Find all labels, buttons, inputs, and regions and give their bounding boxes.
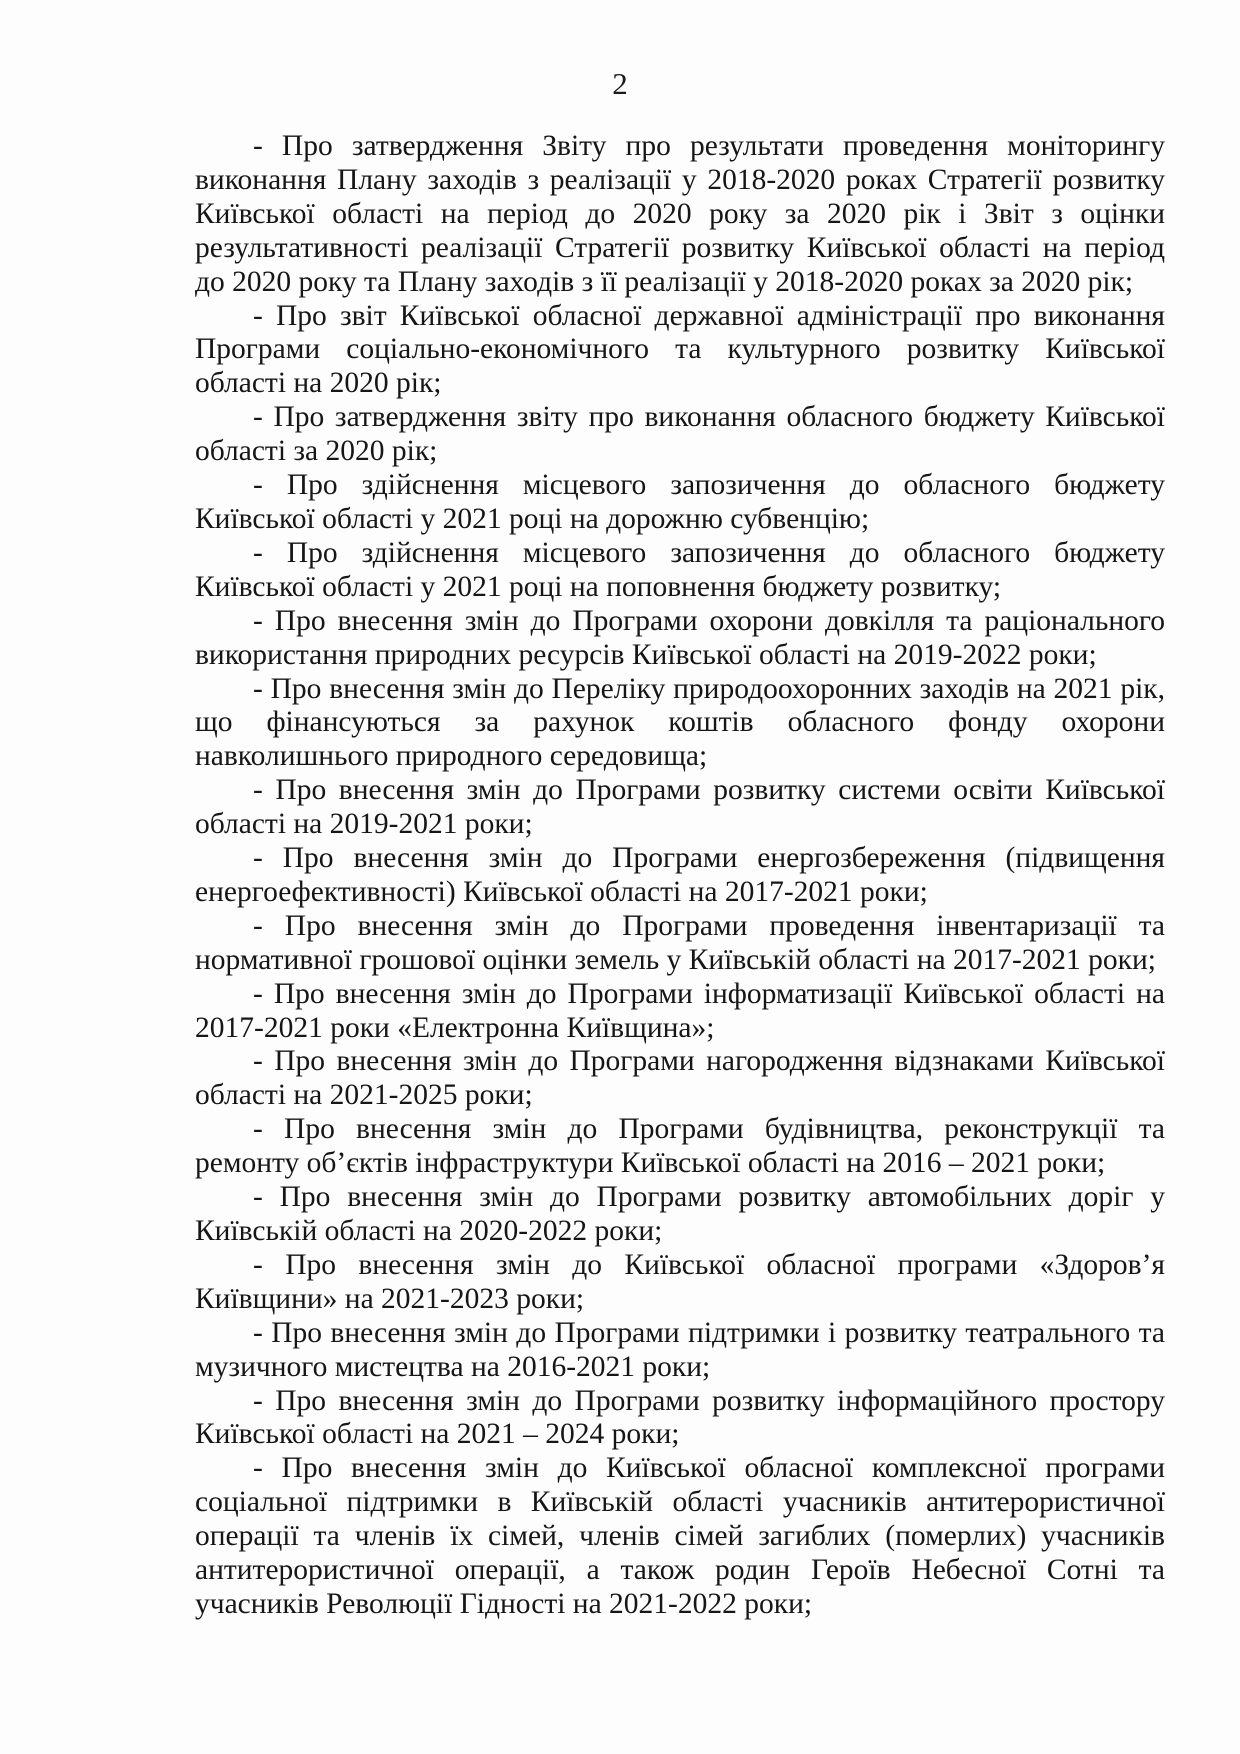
agenda-item: - Про внесення змін до Програми нагородження відзнаками Київської області на 2021-2025 роки; (195, 1045, 1165, 1112)
agenda-item: - Про внесення змін до Програми будівництва, реконструкції та ремонту об’єктів інфраструктури Київської області на 2016 – 2021 роки; (195, 1113, 1165, 1180)
agenda-item: - Про внесення змін до Переліку природоохоронних заходів на 2021 рік, що фінансуються за рахунок коштів обласного фонду охорони навколишнього природного середовища; (195, 672, 1165, 773)
page-number: 2 (612, 66, 628, 101)
agenda-item: - Про затвердження звіту про виконання обласного бюджету Київської області за 2020 рік; (195, 401, 1165, 468)
agenda-item: - Про внесення змін до Програми енергозбереження (підвищення енергоефективності) Київської області на 2017-2021 роки; (195, 842, 1165, 908)
agenda-item: - Про внесення змін до Програми розвитку системи освіти Київської області на 2019-2021 роки; (195, 774, 1165, 841)
agenda-item: - Про внесення змін до Програми розвитку інформаційного простору Київської області на 2021 – 2024 роки; (195, 1384, 1165, 1451)
agenda-item: - Про здійснення місцевого запозичення до обласного бюджету Київської області у 2021 році на дорожню субвенцію; (195, 469, 1165, 535)
agenda-item: - Про здійснення місцевого запозичення до обласного бюджету Київської області у 2021 році на поповнення бюджету розвитку; (195, 536, 1165, 603)
agenda-item: - Про внесення змін до Програми підтримки і розвитку театрального та музичного мистецтва на 2016-2021 роки; (195, 1316, 1165, 1383)
agenda-item: - Про внесення змін до Програми проведення інвентаризації та нормативної грошової оцінки земель у Київській області на 2017-2021 роки; (195, 909, 1165, 976)
agenda-item: - Про внесення змін до Програми розвитку автомобільних доріг у Київській області на 2020-2022 роки; (195, 1181, 1165, 1247)
agenda-item: - Про звіт Київської обласної державної адміністрації про виконання Програми соціально-економічного та культурного розвитку Київської області на 2020 рік; (195, 299, 1165, 400)
agenda-item: - Про затвердження Звіту про результати проведення моніторингу виконання Плану заходів з реалізації у 2018-2020 роках Стратегії розвитку Київської області на період до 2020 року за 2020 рік і Звіт з оцінки результативності реалізації Стратегії розвитку Київської області на період до 2020 року та Плану заходів з її реалізації у 2018-2020 роках за 2020 рік; (195, 130, 1165, 298)
agenda-item: - Про внесення змін до Київської обласної програми «Здоров’я Київщини» на 2021-2023 роки; (195, 1248, 1165, 1315)
agenda-item: - Про внесення змін до Київської обласної комплексної програми соціальної підтримки в Київській області учасників антитерористичної операції та членів їх сімей, членів сімей загиблих (померлих) учасників антитерористичної операції, а також родин Героїв Небесної Сотні та учасників Революції Гідності на 2021-2022 роки; (195, 1452, 1165, 1620)
agenda-item: - Про внесення змін до Програми охорони довкілля та раціонального використання природних ресурсів Київської області на 2019-2022 роки; (195, 604, 1165, 671)
agenda-item: - Про внесення змін до Програми інформатизації Київської області на 2017-2021 роки «Електронна Київщина»; (195, 977, 1165, 1044)
agenda-list (195, 130, 1165, 1622)
